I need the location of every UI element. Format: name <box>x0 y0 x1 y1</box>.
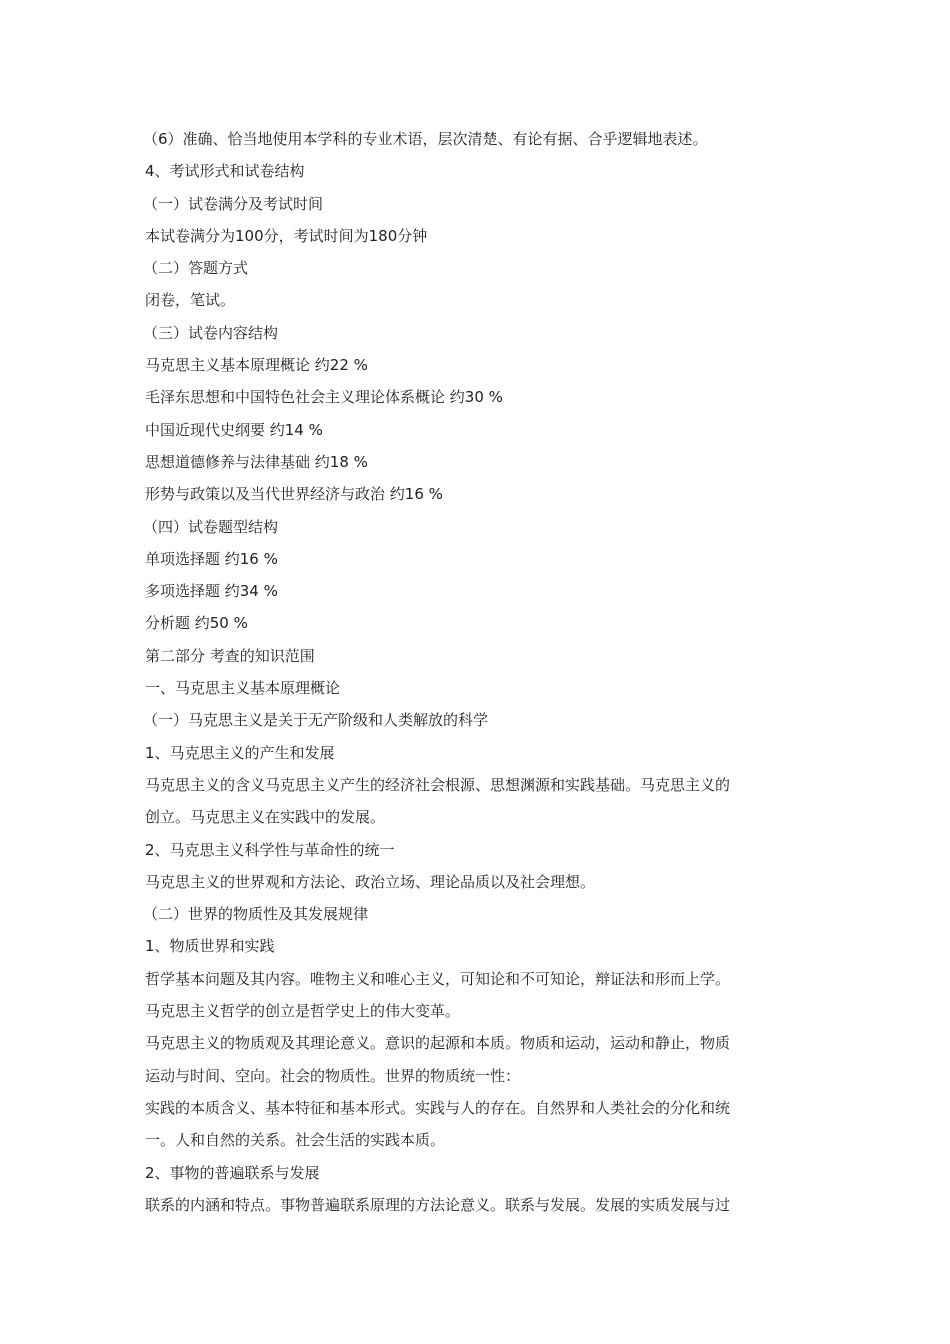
subsection-heading: （一）试卷满分及考试时间 <box>143 194 324 213</box>
text-line: 马克思主义的含义马克思主义产生的经济社会根源、思想渊源和实践基础。马克思主义的 <box>145 775 731 794</box>
topic-heading: 2、马克思主义科学性与革命性的统一 <box>145 840 395 859</box>
content-structure-item: 毛泽东思想和中国特色社会主义理论体系概论 约30 % <box>145 388 503 407</box>
topic-heading: 1、物质世界和实践 <box>145 937 275 956</box>
question-type-item: 单项选择题 约16 % <box>145 549 278 568</box>
text-line: 实践的本质含义、基本特征和基本形式。实践与人的存在。自然界和人类社会的分化和统 <box>145 1098 731 1117</box>
content-structure-item: 马克思主义基本原理概论 约22 % <box>145 356 368 375</box>
text-line: 一。人和自然的关系。社会生活的实践本质。 <box>145 1131 446 1150</box>
topic-heading: 2、事物的普遍联系与发展 <box>145 1163 320 1182</box>
chapter-heading: 一、马克思主义基本原理概论 <box>145 679 341 698</box>
subsection-heading: （一）马克思主义是关于无产阶级和人类解放的科学 <box>143 711 489 730</box>
content-structure-item: 中国近现代史纲要 约14 % <box>145 420 323 439</box>
text-line: 联系的内涵和特点。事物普遍联系原理的方法论意义。联系与发展。发展的实质发展与过 <box>145 1195 731 1214</box>
section-heading: 4、考试形式和试卷结构 <box>145 162 305 181</box>
topic-heading: 1、马克思主义的产生和发展 <box>145 743 335 762</box>
part-heading: 第二部分 考查的知识范围 <box>145 646 315 665</box>
text-line: 闭卷，笔试。 <box>145 291 236 310</box>
text-line: 马克思主义哲学的创立是哲学史上的伟大变革。 <box>145 1002 461 1021</box>
text-line: （6）准确、恰当地使用本学科的专业术语，层次清楚、有论有据、合乎逻辑地表述。 <box>143 130 708 148</box>
subsection-heading: （三）试卷内容结构 <box>143 323 279 342</box>
subsection-heading: （四）试卷题型结构 <box>143 517 279 536</box>
question-type-item: 多项选择题 约34 % <box>145 582 278 601</box>
content-structure-item: 形势与政策以及当代世界经济与政治 约16 % <box>145 485 443 504</box>
question-type-item: 分析题 约50 % <box>145 614 248 633</box>
text-line: 运动与时间、空向。社会的物质性。世界的物质统一性： <box>145 1066 521 1085</box>
subsection-heading: （二）世界的物质性及其发展规律 <box>143 905 369 924</box>
text-line: 创立。马克思主义在实践中的发展。 <box>145 808 386 827</box>
text-line: 本试卷满分为100分，考试时间为180分钟 <box>145 226 428 245</box>
subsection-heading: （二）答题方式 <box>143 259 249 278</box>
text-line: 马克思主义的物质观及其理论意义。意识的起源和本质。物质和运动，运动和静止，物质 <box>145 1034 731 1053</box>
text-line: 哲学基本问题及其内容。唯物主义和唯心主义，可知论和不可知论，辩证法和形而上学。 <box>145 969 731 988</box>
text-line: 马克思主义的世界观和方法论、政治立场、理论品质以及社会理想。 <box>145 872 596 891</box>
content-structure-item: 思想道德修养与法律基础 约18 % <box>145 452 368 471</box>
